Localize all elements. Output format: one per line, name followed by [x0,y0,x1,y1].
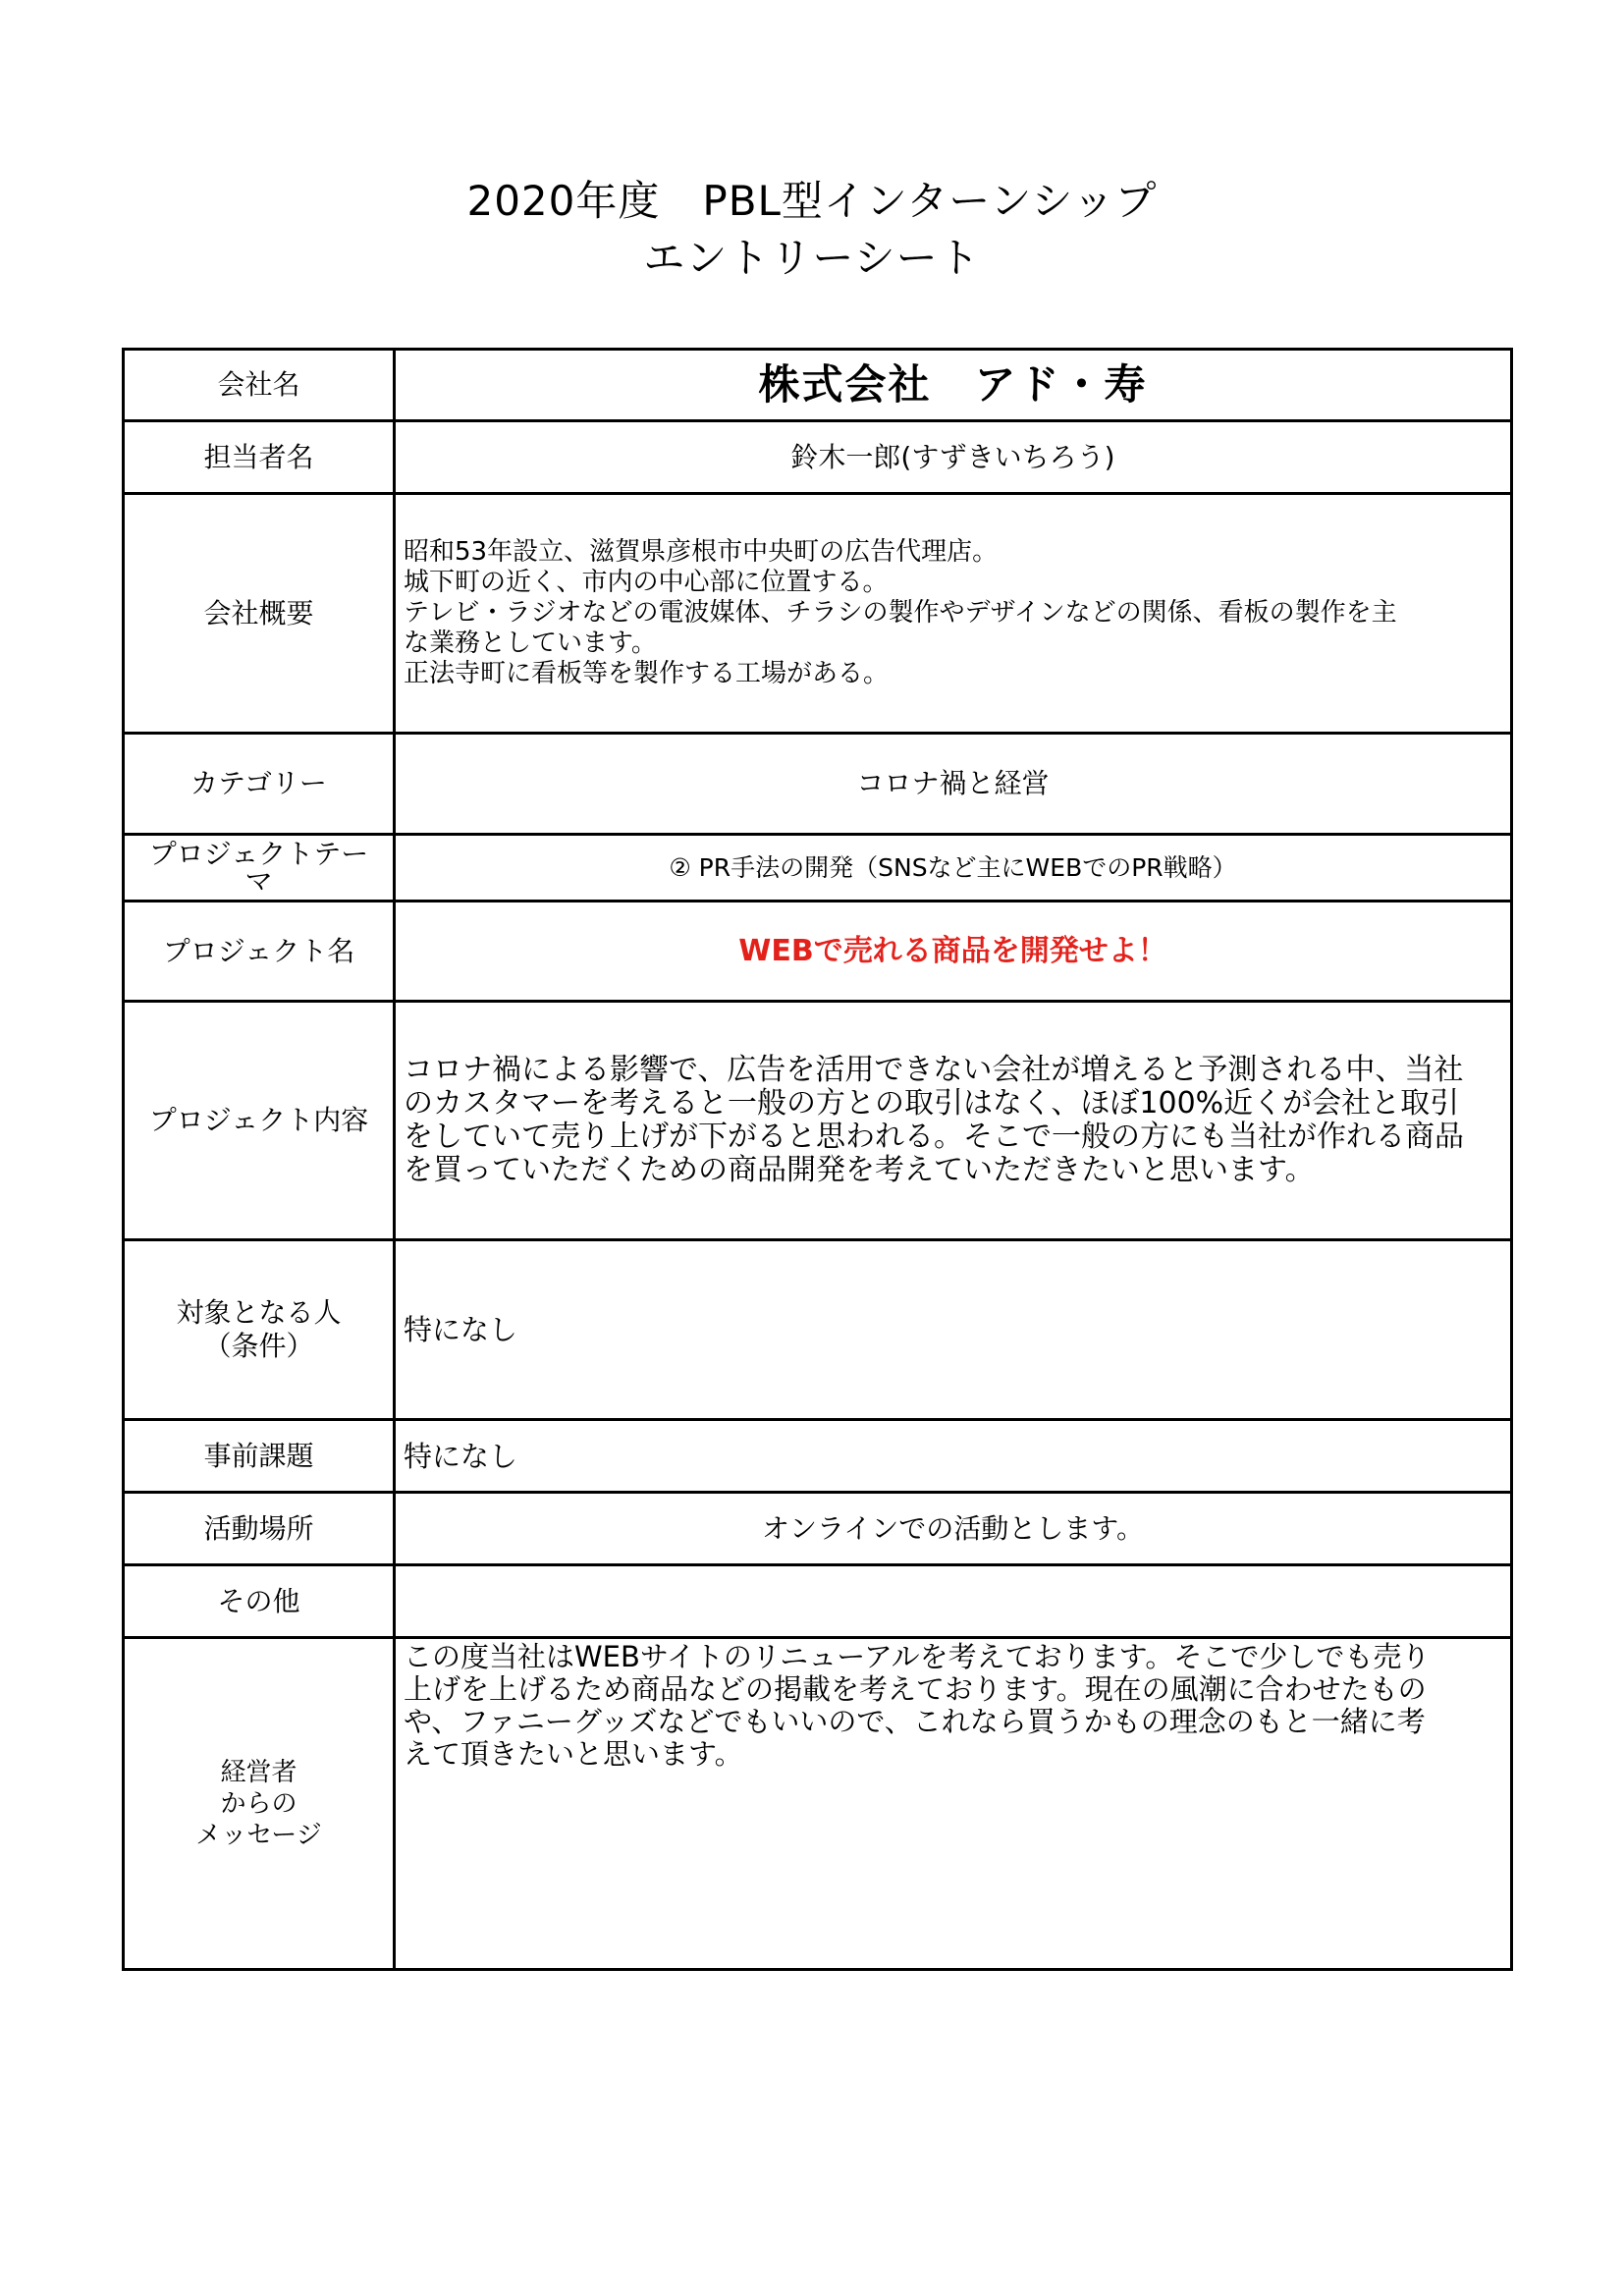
location-value: オンラインでの活動とします。 [395,1493,1512,1565]
project-name-value: WEBで売れる商品を開発せよ！ [395,902,1512,1002]
project-content-value [395,1002,1512,1240]
row-theme [124,835,1512,902]
contact-value: 鈴木一郎(すずきいちろう) [395,421,1512,494]
project-content-line: を買っていただくための商品開発を考えていただきたいと思います。 [404,1153,1315,1187]
message-label-line-3: メッセージ [195,1820,322,1850]
message-label-line-2: からの [220,1788,298,1819]
company-label: 会社名 [124,350,395,421]
row-contact [124,421,1512,494]
theme-value: ② PR手法の開発（SNSなど主にWEBでのPR戦略） [395,835,1512,902]
target-label [124,1240,395,1420]
row-location [124,1493,1512,1565]
document-title [0,173,1624,287]
target-label-line-2: （条件） [203,1330,314,1362]
overview-line: テレビ・ラジオなどの電波媒体、チラシの製作やデザインなどの関係、看板の製作を主 [404,598,1397,628]
row-pre-task [124,1420,1512,1493]
row-project-name [124,902,1512,1002]
company-name-value: 株式会社 アド・寿 [395,350,1512,421]
title-line-2: エントリーシート [643,234,981,282]
pre-task-label: 事前課題 [124,1420,395,1493]
title-line-1: 2020年度 PBL型インターンシップ [466,177,1158,225]
project-content-line: コロナ禍による影響で、広告を活用できない会社が増えると予測される中、当社 [404,1053,1464,1087]
project-name-label: プロジェクト名 [124,902,395,1002]
theme-label-line-2: マ [244,864,273,898]
project-content-label: プロジェクト内容 [124,1002,395,1240]
entry-sheet-table [122,348,1513,1971]
location-label: 活動場所 [124,1493,395,1565]
message-line: や、ファニーグッズなどでもいいので、これなら買うかもの理念のもと一緒に考 [404,1705,1426,1738]
message-line: 上げを上げるため商品などの掲載を考えております。現在の風潮に合わせたもの [404,1672,1427,1706]
overview-line: 城下町の近く、市内の中心部に位置する。 [404,568,889,597]
row-company [124,350,1512,421]
row-overview [124,494,1512,734]
theme-label-line-1: プロジェクトテー [148,837,369,870]
overview-line: 正法寺町に看板等を製作する工場がある。 [404,659,890,688]
row-other [124,1565,1512,1638]
other-value [395,1565,1512,1638]
category-label: カテゴリー [124,734,395,835]
overview-line: 昭和53年設立、滋賀県彦根市中央町の広告代理店。 [404,537,999,567]
target-label-line-1: 対象となる人 [176,1296,342,1329]
other-label: その他 [124,1565,395,1638]
row-target [124,1240,1512,1420]
row-project-content [124,1002,1512,1240]
row-category [124,734,1512,835]
project-content-line: をしていて売り上げが下がると思われる。そこで一般の方にも当社が作れる商品 [404,1120,1464,1154]
message-value [395,1638,1512,1970]
pre-task-value: 特になし [395,1420,1512,1493]
overview-label: 会社概要 [124,494,395,734]
target-value: 特になし [395,1240,1512,1420]
message-line: この度当社はWEBサイトのリニューアルを考えております。そこで少しでも売り [404,1640,1431,1673]
overview-value [395,494,1512,734]
message-line: えて頂きたいと思います。 [404,1737,743,1771]
project-content-line: のカスタマーを考えると一般の方との取引はなく、ほぼ100%近くが会社と取引 [404,1086,1460,1121]
message-label-line-1: 経営者 [220,1757,298,1787]
category-value: コロナ禍と経営 [395,734,1512,835]
theme-label [124,835,395,902]
overview-line: な業務としています。 [404,629,657,658]
contact-label: 担当者名 [124,421,395,494]
message-label [124,1638,395,1970]
row-message [124,1638,1512,1970]
